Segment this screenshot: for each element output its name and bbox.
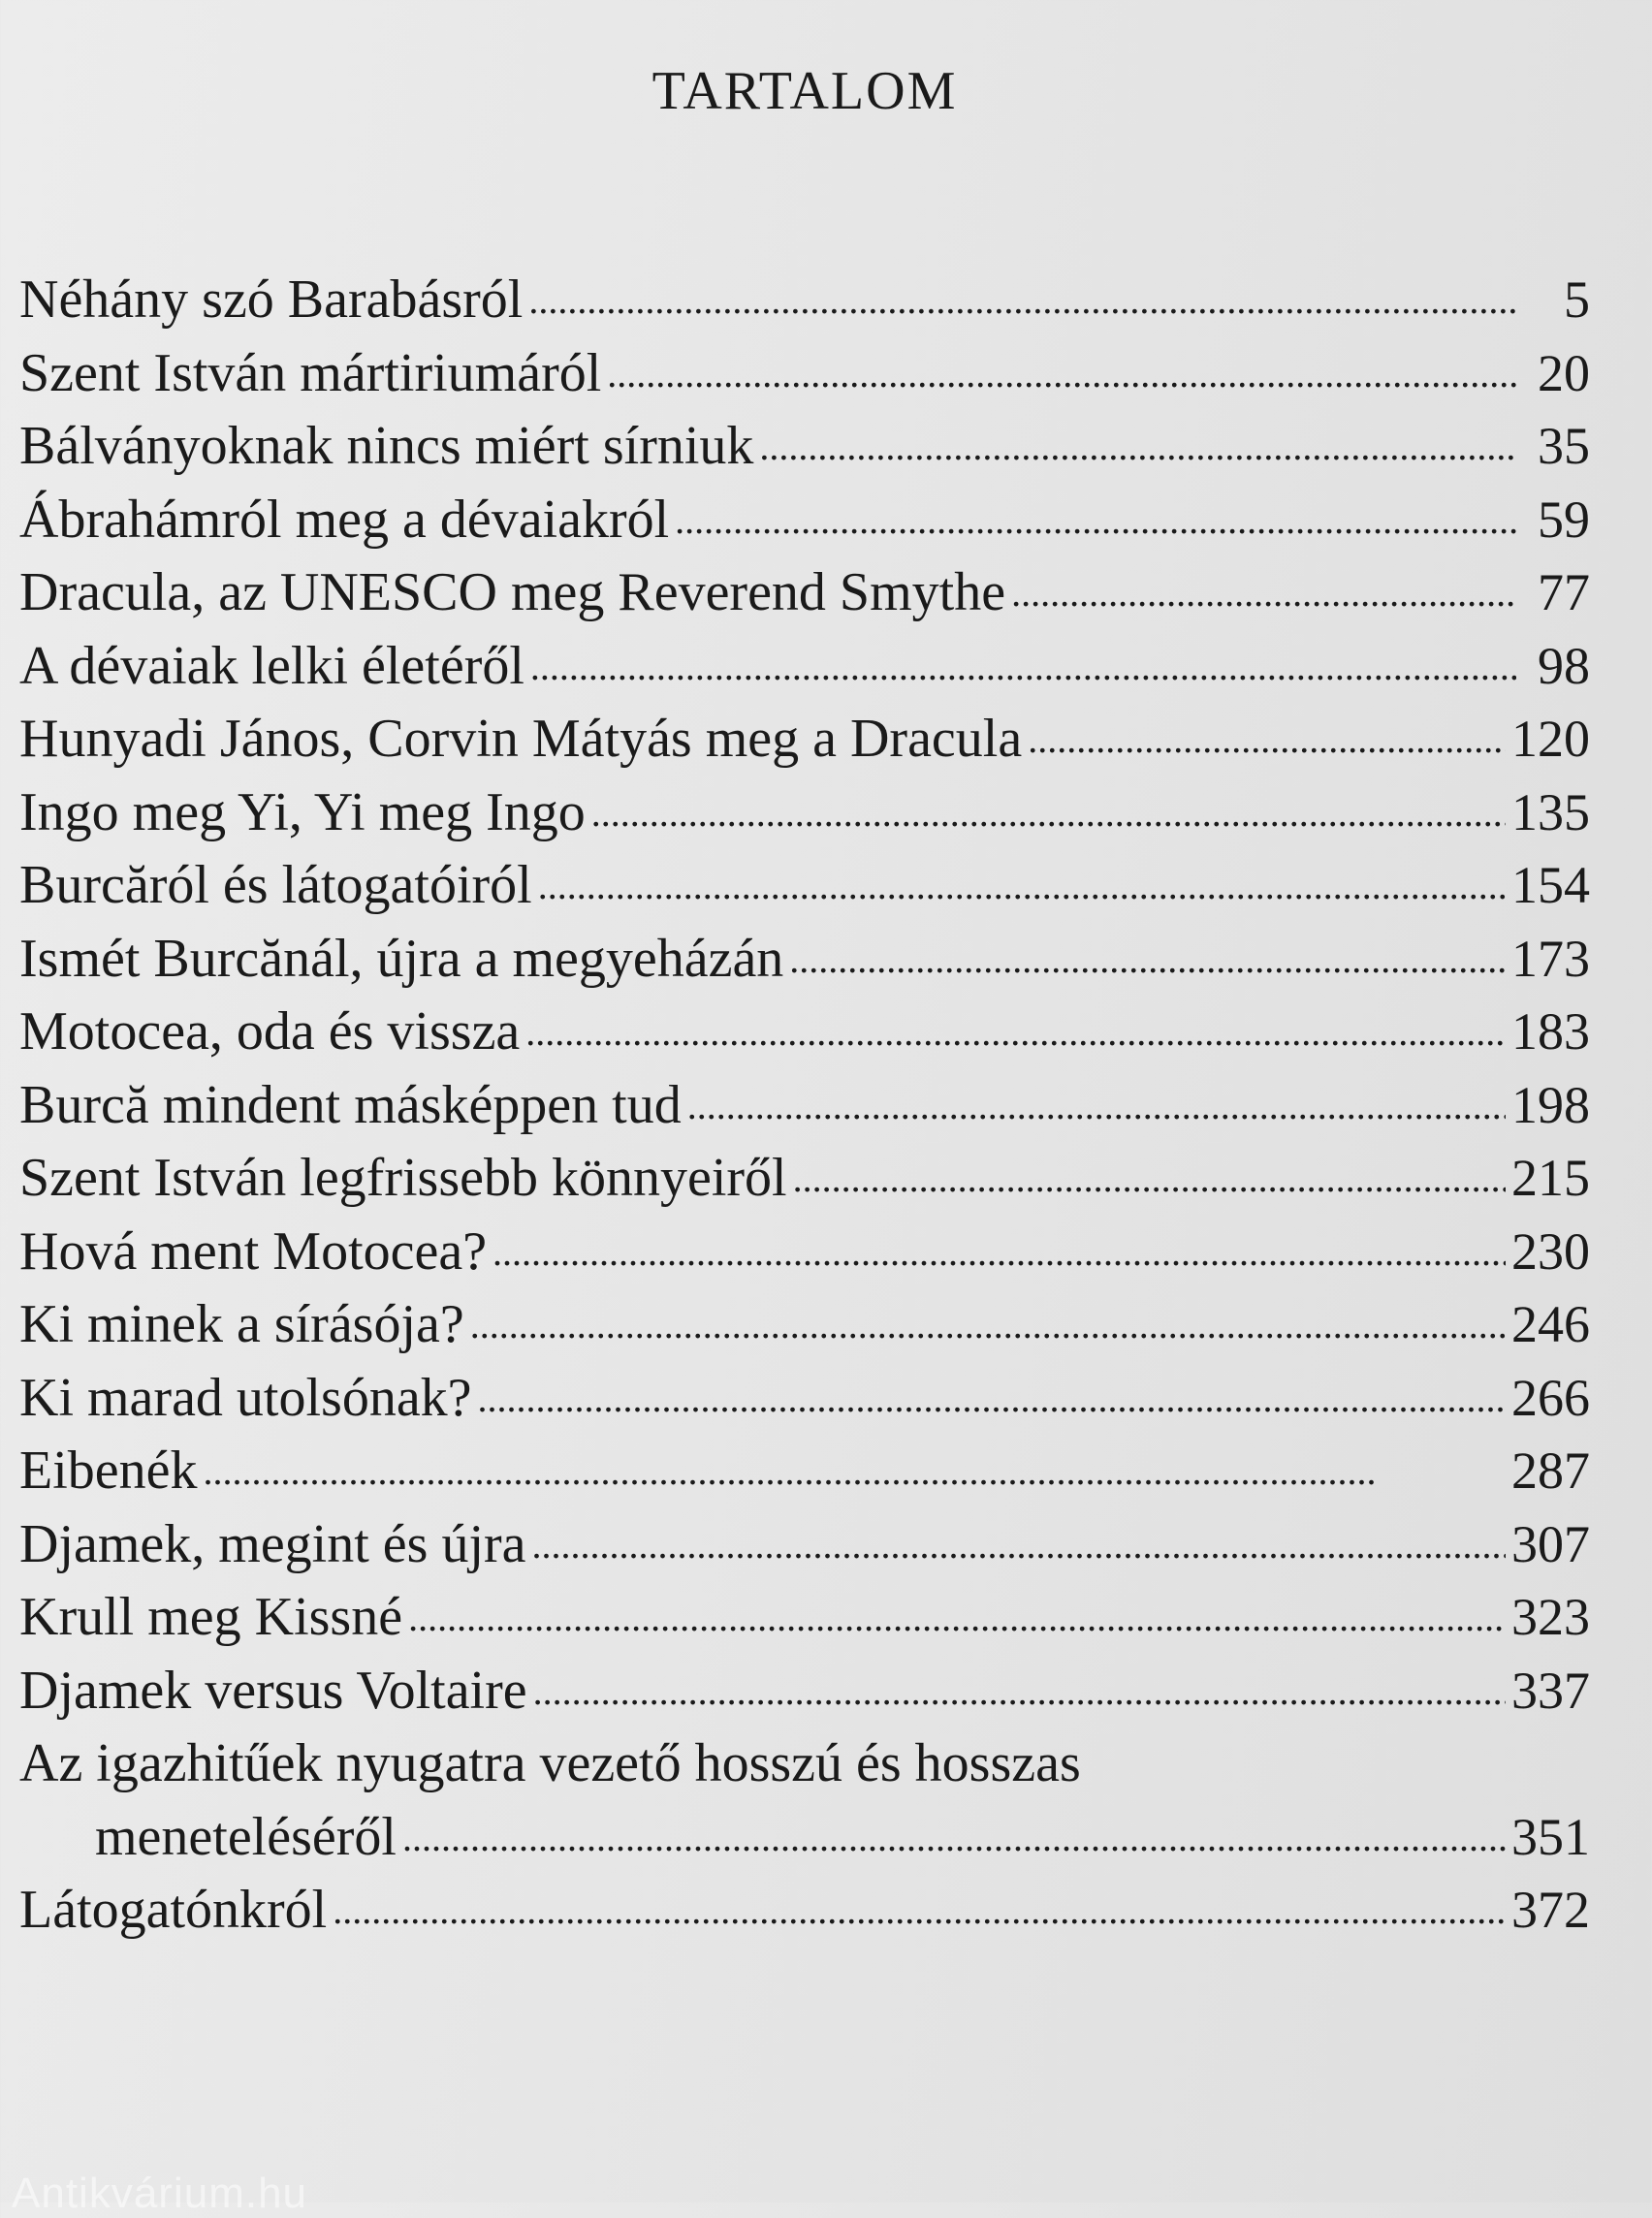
toc-page-number: 307 [1511, 1514, 1590, 1573]
toc-page-number: 173 [1511, 929, 1590, 988]
dot-leader [533, 1655, 1506, 1728]
toc-entry [19, 776, 1590, 850]
toc-entry-title: Dracula, az UNESCO meg Reverend Smythe [19, 562, 1006, 622]
toc-page-number: 337 [1511, 1661, 1590, 1720]
dot-leader [492, 1216, 1506, 1289]
toc-entry-title: Ingo meg Yi, Yi meg Ingo [19, 781, 586, 842]
toc-entry-title: A dévaiak lelki életéről [19, 635, 524, 696]
toc-entry [19, 1288, 1590, 1362]
toc-entry-title: Ki minek a sírásója? [19, 1294, 464, 1354]
toc-entry-multiline [19, 1727, 1590, 1874]
dot-leader [1011, 556, 1516, 630]
toc-entry [19, 410, 1590, 484]
toc-entry [19, 1508, 1590, 1582]
toc-entry-title: Bálványoknak nincs miért sírniuk [19, 416, 754, 476]
toc-page-number: 77 [1538, 563, 1590, 621]
toc-page-number: 120 [1511, 710, 1590, 768]
toc-page-number: 98 [1538, 636, 1590, 695]
toc-entry-title: Motocea, oda és vissza [19, 1001, 521, 1061]
toc-page-number: 59 [1538, 490, 1590, 549]
toc-entry [19, 1874, 1590, 1948]
toc-entry [19, 484, 1590, 557]
dot-leader [1028, 703, 1506, 776]
page-title: TARTALOM [651, 61, 958, 121]
toc-entry [19, 1655, 1590, 1728]
toc-entry [19, 1216, 1590, 1289]
dot-leader [470, 1288, 1506, 1362]
toc-entry-title: Szent István mártiriumáról [19, 342, 602, 403]
dot-leader [607, 337, 1516, 411]
dot-leader [528, 264, 1516, 337]
dot-leader [203, 1435, 1506, 1508]
toc-entry [19, 1435, 1590, 1508]
toc-page-number: 266 [1511, 1368, 1590, 1427]
toc-entry-title: Djamek, megint és újra [19, 1513, 526, 1574]
toc-entry [19, 630, 1590, 704]
toc-entry-title: Ismét Burcănál, újra a megyeházán [19, 928, 784, 989]
toc-page-number: 230 [1511, 1221, 1590, 1281]
toc-entry-title: Szent István legfrissebb könnyeiről [19, 1148, 787, 1208]
toc-page-number: 351 [1511, 1807, 1590, 1866]
toc-entry-title: Ábrahámról meg a dévaiakról [19, 489, 670, 550]
toc-entry-title-line1: Az igazhitűek nyugatra vezető hosszú és hosszas [19, 1733, 1081, 1793]
toc-entry [19, 1581, 1590, 1655]
toc-entry [19, 996, 1590, 1069]
toc-entry [19, 556, 1590, 630]
dot-leader [532, 1508, 1506, 1582]
dot-leader [538, 849, 1506, 923]
table-of-contents [19, 264, 1590, 1948]
toc-entry [19, 1362, 1590, 1436]
dot-leader [591, 776, 1506, 850]
dot-leader [759, 410, 1516, 484]
watermark: Antikvárium.hu [12, 2170, 308, 2217]
toc-entry-title: Néhány szó Barabásról [19, 269, 524, 330]
dot-leader [675, 484, 1516, 557]
toc-entry [19, 1142, 1590, 1216]
toc-entry-title: Djamek versus Voltaire [19, 1660, 527, 1721]
dot-leader [408, 1581, 1506, 1655]
toc-page-number: 154 [1511, 856, 1590, 914]
toc-entry-title: Ki marad utolsónak? [19, 1367, 472, 1428]
toc-entry [19, 849, 1590, 923]
toc-page-number: 287 [1511, 1442, 1590, 1500]
toc-page-number: 246 [1511, 1295, 1590, 1353]
toc-entry-title: Krull meg Kissné [19, 1587, 403, 1647]
toc-entry-title-line2-row [19, 1801, 1590, 1875]
dot-leader [402, 1801, 1506, 1875]
toc-entry-title: Burcă mindent másképpen tud [19, 1074, 682, 1135]
toc-page-number: 372 [1511, 1881, 1590, 1939]
toc-entry [19, 264, 1590, 337]
toc-page-number: 323 [1511, 1588, 1590, 1646]
toc-page-number: 135 [1511, 782, 1590, 841]
toc-page-number: 35 [1538, 417, 1590, 475]
dot-leader [478, 1362, 1506, 1436]
toc-page-number: 183 [1511, 1002, 1590, 1061]
toc-page-number: 198 [1511, 1075, 1590, 1134]
toc-entry-title: Látogatónkról [19, 1880, 328, 1940]
toc-entry-title-line2: meneteléséről [95, 1806, 397, 1867]
dot-leader [793, 1142, 1506, 1216]
toc-entry [19, 923, 1590, 997]
dot-leader [530, 630, 1516, 704]
dot-leader [525, 996, 1506, 1069]
toc-entry [19, 1069, 1590, 1143]
toc-entry-title: Hová ment Motocea? [19, 1220, 488, 1282]
toc-entry [19, 703, 1590, 776]
toc-page-number: 5 [1564, 270, 1590, 329]
toc-entry-title: Eibenék [19, 1441, 198, 1501]
dot-leader [687, 1069, 1506, 1143]
dot-leader [789, 923, 1506, 997]
dot-leader [333, 1874, 1506, 1948]
toc-entry-title: Burcăról és látogatóiról [19, 855, 532, 915]
toc-page-number: 20 [1538, 343, 1590, 402]
toc-entry [19, 337, 1590, 411]
toc-page-number: 215 [1511, 1149, 1590, 1207]
toc-entry-title: Hunyadi János, Corvin Mátyás meg a Dracula [19, 709, 1023, 769]
